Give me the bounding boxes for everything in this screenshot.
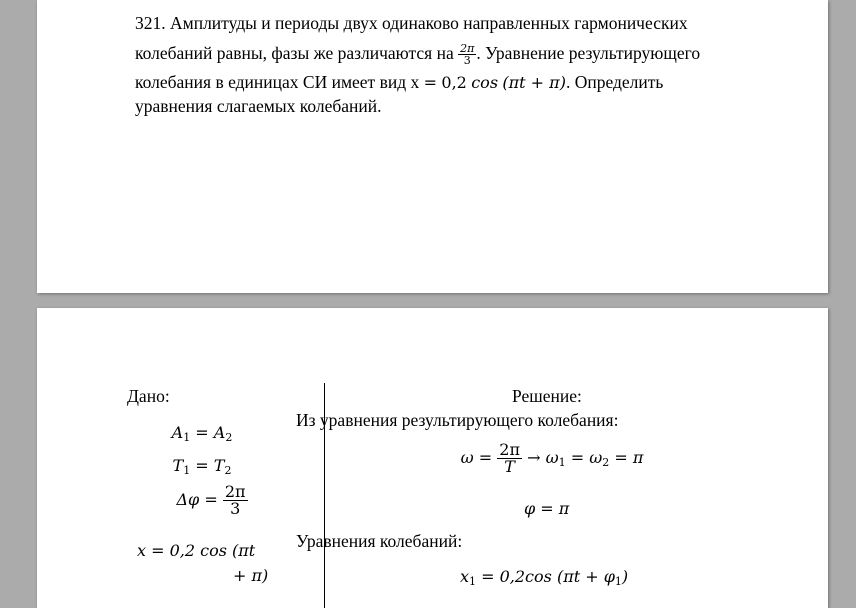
given-amplitudes <box>147 423 257 442</box>
problem-line-4: уравнения слагаемых колебаний. <box>135 96 382 116</box>
problem-line-2 <box>135 42 700 66</box>
phi-equation: φ = π <box>524 499 570 518</box>
given-equation-line-1: х = 0,2 cos (πt <box>137 541 256 560</box>
given-equation-line-2: + π) <box>233 566 269 585</box>
delta-phi-lhs: Δφ = <box>176 490 218 509</box>
problem-line-2-end: . Уравнение результирующего <box>476 43 701 63</box>
amplitude-value: 0,2 <box>441 73 467 92</box>
period-t2-sub: 2 <box>224 464 232 477</box>
x1-end: ) <box>621 567 629 586</box>
x1-mid: = 0,2cos (πt + φ <box>476 567 615 586</box>
omega-end: = π <box>609 448 644 467</box>
fraction-numerator: 2π <box>460 42 475 56</box>
cos-argument: (πt + π) <box>502 73 566 92</box>
omega-fraction <box>497 442 522 475</box>
x1-phi-sub: 1 <box>614 575 622 588</box>
delta-phi-den: 3 <box>230 499 241 518</box>
solution-page <box>37 308 828 608</box>
amp-a1: A <box>171 423 184 442</box>
solution-text-1: Из уравнения результирующего колебания: <box>296 410 619 430</box>
omega-mid: = ω <box>565 448 603 467</box>
x1-equation <box>460 566 628 588</box>
amp-a2: A <box>213 423 226 442</box>
amp-a2-sub: 2 <box>225 431 233 444</box>
delta-phi-num: 2π <box>224 482 246 501</box>
period-t1: T <box>172 456 184 475</box>
cos-function: cos <box>471 73 499 92</box>
period-t1-sub: 1 <box>183 464 191 477</box>
omega-arrow: → ω <box>527 448 559 467</box>
omega-equation <box>437 442 667 475</box>
x1-sub: 1 <box>469 575 477 588</box>
solution-label: Решение: <box>512 386 582 406</box>
omega-num: 2π <box>499 440 520 459</box>
delta-phi-fraction <box>223 484 248 517</box>
omega-sub-2: 2 <box>602 456 610 469</box>
solution-text-2: Уравнения колебаний: <box>296 531 463 551</box>
problem-page <box>37 0 828 293</box>
problem-line-3-text: колебания в единицах СИ имеет вид х <box>135 72 420 92</box>
given-phase-difference <box>147 484 277 517</box>
amp-eq: = <box>195 423 209 442</box>
omega-sub-1: 1 <box>558 456 566 469</box>
amp-a1-sub: 1 <box>183 431 191 444</box>
x1-var: x <box>460 567 470 586</box>
phase-difference-fraction <box>458 43 476 66</box>
fraction-denominator: 3 <box>463 54 471 68</box>
equals-sign: = <box>423 73 438 92</box>
period-t2: T <box>213 456 225 475</box>
problem-line-2-text: колебаний равны, фазы же различаются на <box>135 43 454 63</box>
problem-line-3-end: . Определить <box>565 72 664 92</box>
given-periods <box>147 456 257 475</box>
problem-line-1: 321. Амплитуды и периоды двух одинаково направленных гармонических <box>135 13 688 33</box>
period-eq: = <box>195 456 209 475</box>
omega-den: T <box>504 457 515 476</box>
problem-line-3 <box>135 71 663 94</box>
omega-lhs: ω = <box>460 448 493 467</box>
given-label: Дано: <box>127 386 170 406</box>
